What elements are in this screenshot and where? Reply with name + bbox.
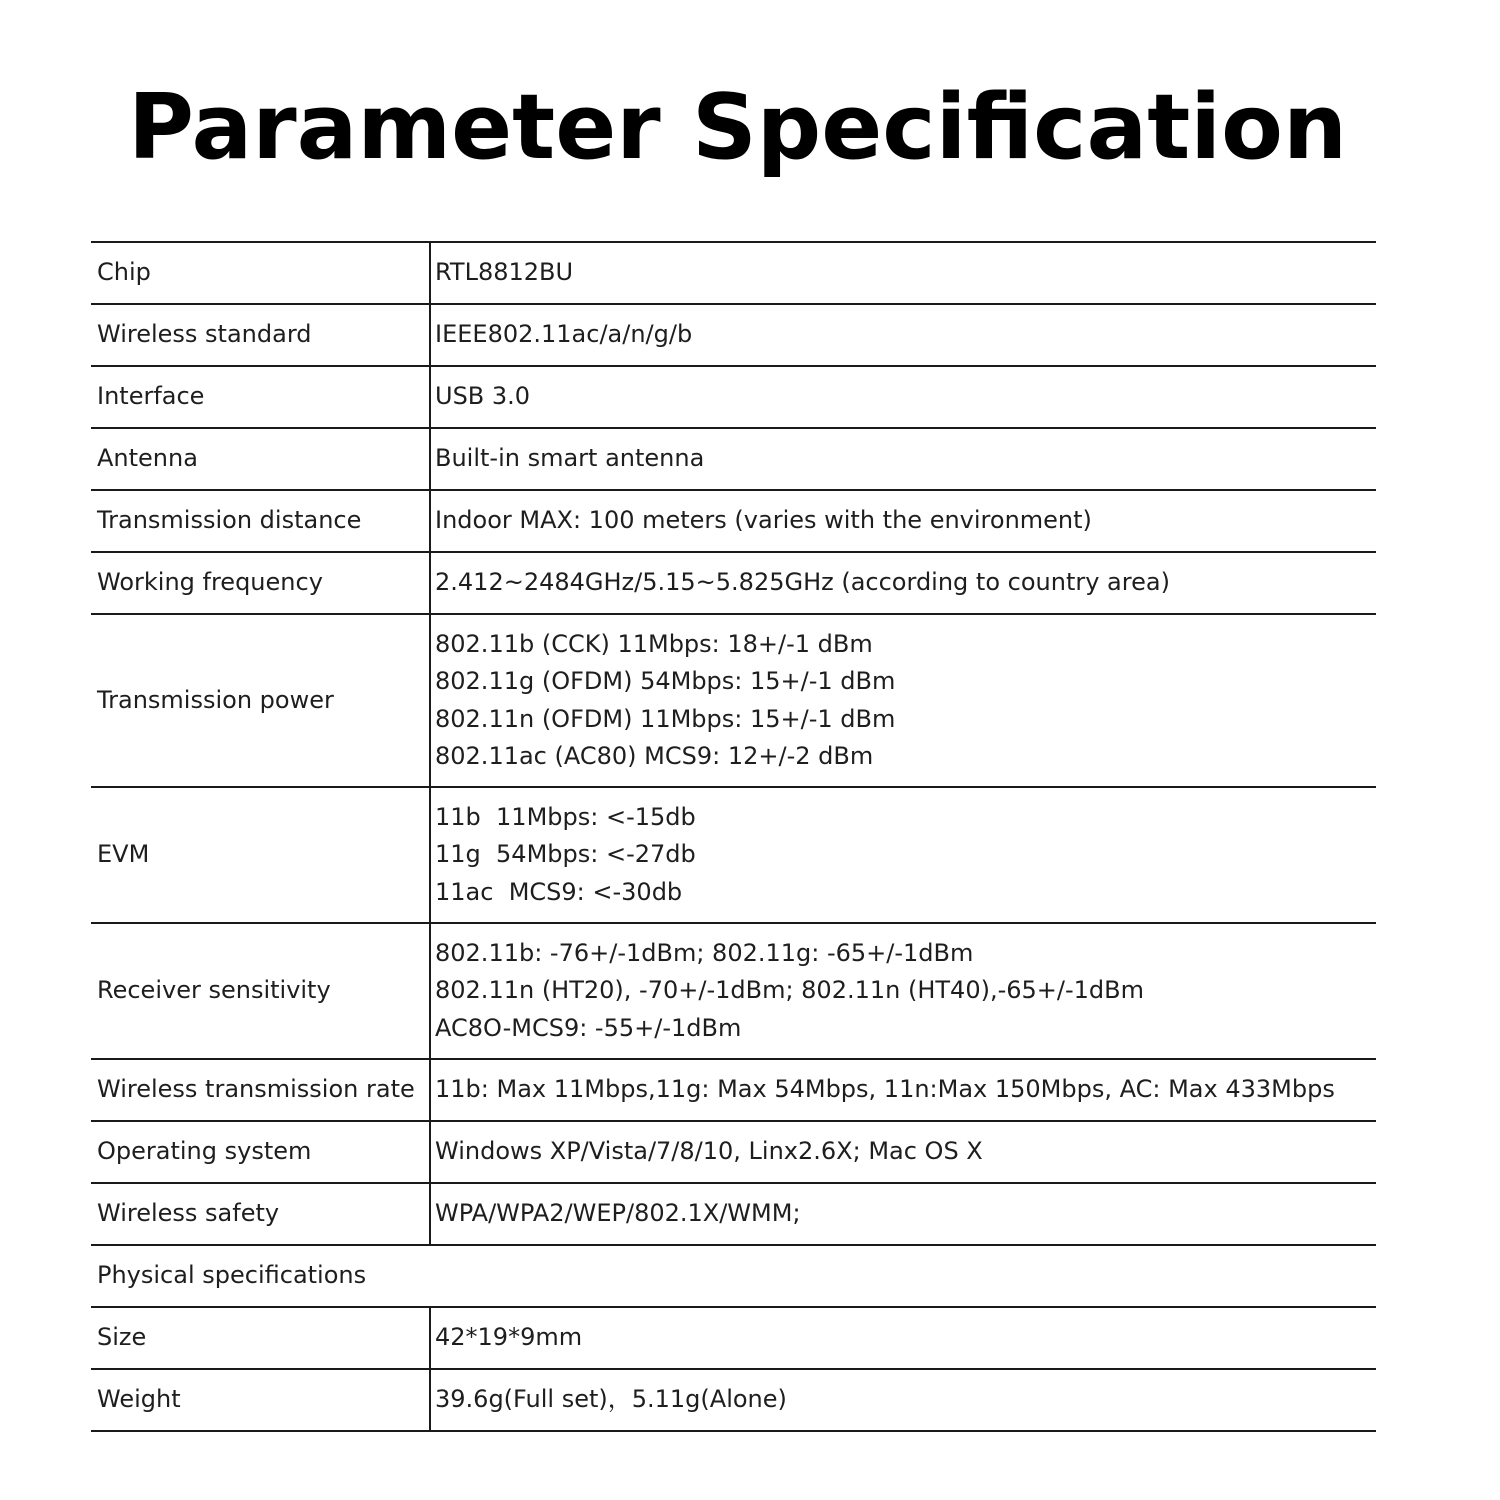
row-label: Wireless safety <box>91 1183 430 1245</box>
row-label: Size <box>91 1307 430 1369</box>
row-label: Antenna <box>91 428 430 490</box>
row-value: Built-in smart antenna <box>430 428 1376 490</box>
row-value: WPA/WPA2/WEP/802.1X/WMM; <box>430 1183 1376 1245</box>
row-value: 11b 11Mbps: <-15db 11g 54Mbps: <-27db 11ac MCS9: <-30db <box>430 787 1376 923</box>
section-header-row <box>91 1245 1376 1307</box>
row-value: 11b: Max 11Mbps,11g: Max 54Mbps, 11n:Max 150Mbps, AC: Max 433Mbps <box>430 1059 1376 1121</box>
row-label: EVM <box>91 787 430 923</box>
row-label: Wireless standard <box>91 304 430 366</box>
section-header: Physical specifications <box>91 1245 1376 1307</box>
row-label: Transmission power <box>91 614 430 787</box>
table-row <box>91 552 1376 614</box>
table-row <box>91 1121 1376 1183</box>
table-row <box>91 787 1376 923</box>
row-label: Transmission distance <box>91 490 430 552</box>
row-value: 39.6g(Full set)，5.11g(Alone) <box>430 1369 1376 1431</box>
row-label: Working frequency <box>91 552 430 614</box>
row-value: 42*19*9mm <box>430 1307 1376 1369</box>
row-value: Windows XP/Vista/7/8/10, Linx2.6X; Mac OS X <box>430 1121 1376 1183</box>
row-value: USB 3.0 <box>430 366 1376 428</box>
table-row <box>91 923 1376 1059</box>
table-row <box>91 428 1376 490</box>
table-row <box>91 614 1376 787</box>
table-row <box>91 490 1376 552</box>
row-label: Weight <box>91 1369 430 1431</box>
row-label: Wireless transmission rate <box>91 1059 430 1121</box>
spec-table <box>91 241 1376 1432</box>
table-row <box>91 1369 1376 1431</box>
table-row <box>91 1059 1376 1121</box>
table-row <box>91 242 1376 304</box>
table-row <box>91 1307 1376 1369</box>
table-row <box>91 1183 1376 1245</box>
row-value: RTL8812BU <box>430 242 1376 304</box>
row-label: Receiver sensitivity <box>91 923 430 1059</box>
row-label: Chip <box>91 242 430 304</box>
row-value: 802.11b: -76+/-1dBm; 802.11g: -65+/-1dBm 802.11n (HT20), -70+/-1dBm; 802.11n (HT40),-65+/-1dBm AC8O-MCS9: -55+/-1dBm <box>430 923 1376 1059</box>
row-label: Operating system <box>91 1121 430 1183</box>
row-value: Indoor MAX: 100 meters (varies with the environment) <box>430 490 1376 552</box>
row-value: 2.412~2484GHz/5.15~5.825GHz (according to country area) <box>430 552 1376 614</box>
table-row <box>91 304 1376 366</box>
row-value: 802.11b (CCK) 11Mbps: 18+/-1 dBm 802.11g (OFDM) 54Mbps: 15+/-1 dBm 802.11n (OFDM) 11Mbps: 15+/-1 dBm 802.11ac (AC80) MCS9: 12+/-2 dBm <box>430 614 1376 787</box>
page-title: Parameter Specification <box>127 75 1348 180</box>
row-value: IEEE802.11ac/a/n/g/b <box>430 304 1376 366</box>
table-row <box>91 366 1376 428</box>
row-label: Interface <box>91 366 430 428</box>
